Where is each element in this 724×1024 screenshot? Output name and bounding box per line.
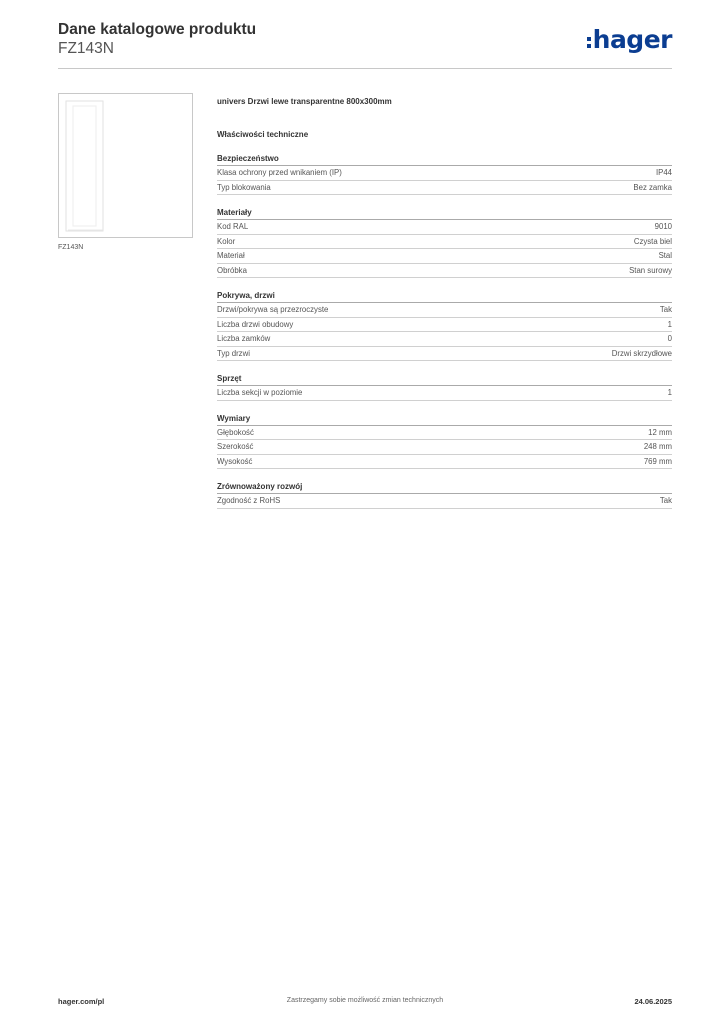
spec-value: Tak (659, 496, 672, 506)
spec-label: Wysokość (217, 456, 253, 466)
logo-dots-icon (587, 37, 591, 48)
spec-panel (217, 96, 672, 509)
spec-value: Stan surowy (629, 265, 672, 275)
spec-value: Tak (659, 305, 672, 315)
hager-logo (587, 26, 672, 54)
product-name: univers Drzwi lewe transparentne 800x300mm (217, 97, 392, 106)
spec-value: Czysta biel (633, 236, 672, 246)
spec-label: Liczba sekcji w poziomie (217, 388, 303, 398)
door-panel-icon (59, 94, 192, 237)
spec-label: Liczba zamków (217, 334, 271, 344)
product-image (58, 93, 193, 238)
spec-label: Obróbka (217, 265, 247, 275)
spec-row (217, 220, 672, 235)
spec-value: 1 (667, 319, 672, 329)
section-title: Bezpieczeństwo (217, 154, 672, 166)
spec-label: Materiał (217, 251, 245, 261)
footer-date: 24.06.2025 (634, 997, 672, 1006)
document-title: Dane katalogowe produktu (58, 21, 257, 38)
spec-value: Drzwi skrzydłowe (611, 348, 672, 358)
spec-section (217, 208, 672, 278)
section-title: Sprzęt (217, 374, 672, 386)
spec-sections (217, 154, 672, 509)
spec-label: Typ blokowania (217, 182, 271, 192)
spec-row (217, 494, 672, 509)
section-title: Zrównoważony rozwój (217, 482, 672, 494)
spec-label: Typ drzwi (217, 348, 250, 358)
spec-value: 248 mm (643, 442, 672, 452)
spec-row (217, 332, 672, 347)
spec-value: 1 (667, 388, 672, 398)
spec-value: 769 mm (643, 456, 672, 466)
spec-row (217, 235, 672, 250)
spec-row (217, 455, 672, 470)
spec-row (217, 166, 672, 181)
section-title: Wymiary (217, 414, 672, 426)
spec-value: 12 mm (648, 427, 672, 437)
footer-website[interactable]: hager.com/pl (58, 997, 105, 1006)
spec-label: Liczba drzwi obudowy (217, 319, 294, 329)
spec-section (217, 154, 672, 195)
spec-section (217, 414, 672, 470)
spec-label: Klasa ochrony przed wnikaniem (IP) (217, 168, 342, 178)
section-title: Pokrywa, drzwi (217, 291, 672, 303)
spec-row (217, 181, 672, 196)
spec-row (217, 347, 672, 362)
spec-section (217, 291, 672, 361)
spec-value: IP44 (655, 168, 672, 178)
page-footer (58, 997, 672, 1009)
spec-row (217, 249, 672, 264)
spec-row (217, 440, 672, 455)
image-caption: FZ143N (58, 244, 84, 251)
properties-title: Właściwości techniczne (217, 130, 309, 139)
spec-value: 0 (667, 334, 672, 344)
spec-row (217, 386, 672, 401)
page-header (58, 20, 672, 70)
spec-label: Szerokość (217, 442, 254, 452)
spec-section (217, 374, 672, 401)
spec-label: Kod RAL (217, 222, 249, 232)
spec-value: 9010 (654, 222, 672, 232)
header-divider (58, 68, 672, 69)
product-code: FZ143N (58, 40, 114, 57)
spec-section (217, 482, 672, 509)
spec-row (217, 303, 672, 318)
footer-disclaimer: Zastrzegamy sobie możliwość zmian technicznych (286, 997, 444, 1004)
logo-text: hager (592, 25, 672, 54)
spec-label: Drzwi/pokrywa są przezroczyste (217, 305, 329, 315)
spec-value: Stal (658, 251, 672, 261)
spec-row (217, 264, 672, 279)
spec-row (217, 426, 672, 441)
spec-label: Kolor (217, 236, 236, 246)
section-title: Materiały (217, 208, 672, 220)
spec-row (217, 318, 672, 333)
spec-label: Zgodność z RoHS (217, 496, 281, 506)
spec-label: Głębokość (217, 427, 254, 437)
spec-value: Bez zamka (633, 182, 672, 192)
